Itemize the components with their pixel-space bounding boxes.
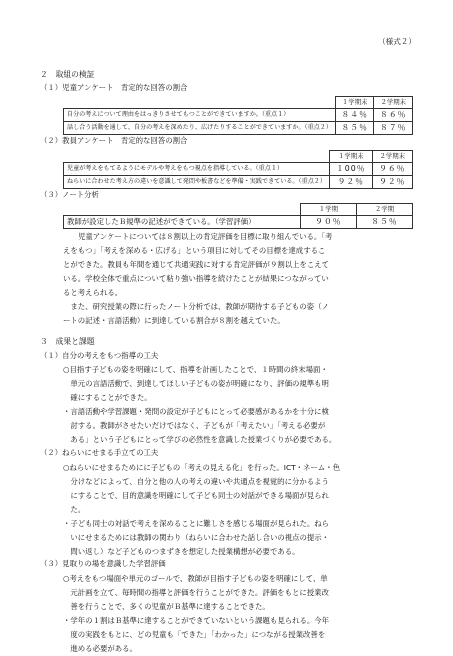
cell-value: １00％: [329, 163, 372, 176]
cell-value: ８５％: [335, 122, 374, 135]
paragraph-line: えをもつ」「考えを深める・広げる」という項目に対してその目標を達成するこ: [63, 246, 326, 255]
col-header: １学期末: [329, 151, 372, 163]
body-line: 分けなどによって、自分と他の人の考えの違いや共通点を視覚的に分かるよう: [63, 477, 329, 486]
body-line: ○目指す子どもの姿を明確にして、指導を計画したことで、１時間の終末場面・: [63, 365, 328, 374]
table-row: [64, 163, 413, 176]
survey-teachers-heading: （２）教員アンケート 肯定的な回答の割合: [40, 136, 188, 145]
row-label: ねらいに合わせた考え方の違いを意識して発問や板書などを準備・実践できている。（重点２）: [64, 176, 330, 189]
cell-value: ８６％: [374, 109, 413, 122]
paragraph-line: とができた。教員も年間を通じて共通実践に対する肯定評価が９割以上をこえて: [63, 260, 330, 269]
col-header: １学期: [300, 204, 356, 216]
cell-value: ８７％: [374, 122, 413, 135]
item-1-body: [63, 363, 336, 447]
cell-value: ８５％: [356, 216, 412, 229]
paragraph-line: ートの記述・言語活動）に到達している割合が８割を越えていた。: [63, 316, 285, 325]
table-row: [64, 216, 413, 229]
cell-value: ８４％: [335, 109, 374, 122]
body-line: にすることで、目的意識を明確にして子ども同士の対話ができる場面が見られ: [63, 491, 329, 500]
item-2-body: [63, 461, 340, 559]
col-header: １学期末: [335, 97, 374, 109]
body-line: た。: [63, 505, 86, 514]
body-line: ・子ども同士の対話で考えを深めることに難しさを感じる場面が見られた。ねら: [63, 519, 330, 528]
body-line: 進める必要がある。: [63, 644, 137, 653]
body-line: 度の実践をもとに、どの児童も「できた」「わかった」につながる授業改善を: [63, 630, 326, 639]
table-corner: [64, 97, 336, 109]
body-line: 確にすることができた。: [63, 393, 152, 402]
body-line: 討する。教師がさせたいだけではなく、子どもが「考えたい」「考える必要が: [63, 421, 326, 430]
section-2-title: ２ 取組の検証: [40, 70, 95, 79]
table-row: [64, 176, 413, 189]
section-3-title: ３ 成果と課題: [40, 337, 95, 346]
paragraph-line: ると考えられる。: [63, 288, 123, 297]
item-3-body: [63, 572, 329, 656]
survey-children-heading: （１）児童アンケート 肯定的な回答の割合: [40, 83, 188, 92]
item-2-heading: （２）ねらいにせまる手立ての工夫: [40, 448, 159, 457]
cell-value: ９２％: [329, 176, 372, 189]
row-label: 教師が設定したＢ規準の記述ができている。（学習評価）: [64, 216, 301, 229]
item-3-heading: （３）見取りの場を意識した学習評価: [40, 559, 166, 568]
teachers-survey-table: [63, 150, 413, 189]
note-analysis-table: [63, 203, 413, 229]
paragraph-line: また、研究授業の際に行ったノート分析では、教師が期待する子どもの姿（ノ: [63, 302, 329, 311]
table-row: [64, 109, 413, 122]
body-line: 問い返し）など子どものつまずきを想定した授業構想が必要である。: [63, 547, 300, 556]
col-header: ２学期: [356, 204, 412, 216]
body-line: ○ねらいにせまるためにに子どもの「考えの見える化」を行った。ICT・ネーム・色: [63, 463, 340, 472]
evaluation-paragraph: [63, 230, 332, 328]
paragraph-line: 児童アンケートについては８割以上の肯定評価を目標に取り組んでいる。「考: [78, 232, 333, 241]
body-line: ・言語活動や学習課題・発問の設定が子どもにとって必要感があるかを十分に検: [63, 407, 329, 416]
paragraph-line: いる。学校全体で重点について粘り強い指導を続けたことが結果につながってい: [63, 274, 329, 283]
body-line: いにせまるためには教師の関わり（ねらいに合わせた話し合いの視点の提示・: [63, 533, 330, 542]
body-line: ある」という子どもにとって学びの必然性を意識した授業づくりが必要である。: [63, 435, 337, 444]
cell-value: ９６％: [372, 163, 412, 176]
cell-value: ９０％: [300, 216, 356, 229]
children-survey-table: [63, 96, 413, 135]
item-1-heading: （１）自分の考えをもつ指導の工夫: [40, 351, 159, 360]
body-line: 単元の言語活動で、到達してほしい子どもの姿が明確になり、評価の規準も明: [63, 379, 329, 388]
col-header: ２学期末: [374, 97, 413, 109]
col-header: ２学期末: [372, 151, 412, 163]
body-line: ○考えをもつ場面や単元のゴールで、教師が目指す子どもの姿を明確にして、単: [63, 574, 328, 583]
row-label: 自分の考えについて理由をはっきりさせてもつことができていますか。（重点１）: [64, 109, 336, 122]
table-corner: [64, 204, 301, 216]
note-analysis-heading: （３）ノート分析: [40, 190, 99, 199]
body-line: ・学年の１割はＢ基準に達することができていないという課題も見られる。今年: [63, 616, 330, 625]
body-line: 善を行うことで、多くの児童がＢ基準に達することできた。: [63, 602, 270, 611]
body-line: 元計画を立て、毎時間の指導と評価を行うことができた。評価をもとに授業改: [63, 588, 329, 597]
cell-value: ９２％: [372, 176, 412, 189]
row-label: 児童が考えをもてるようにモデルや考えをもつ視点を指導している。（重点１）: [64, 163, 330, 176]
table-row: [64, 122, 413, 135]
row-label: 話し合う活動を通して、自分の考えを深めたり、広げたりすることができていますか。（重点２）: [64, 122, 336, 135]
form-label: （様式２）: [378, 37, 416, 46]
table-corner: [64, 151, 330, 163]
